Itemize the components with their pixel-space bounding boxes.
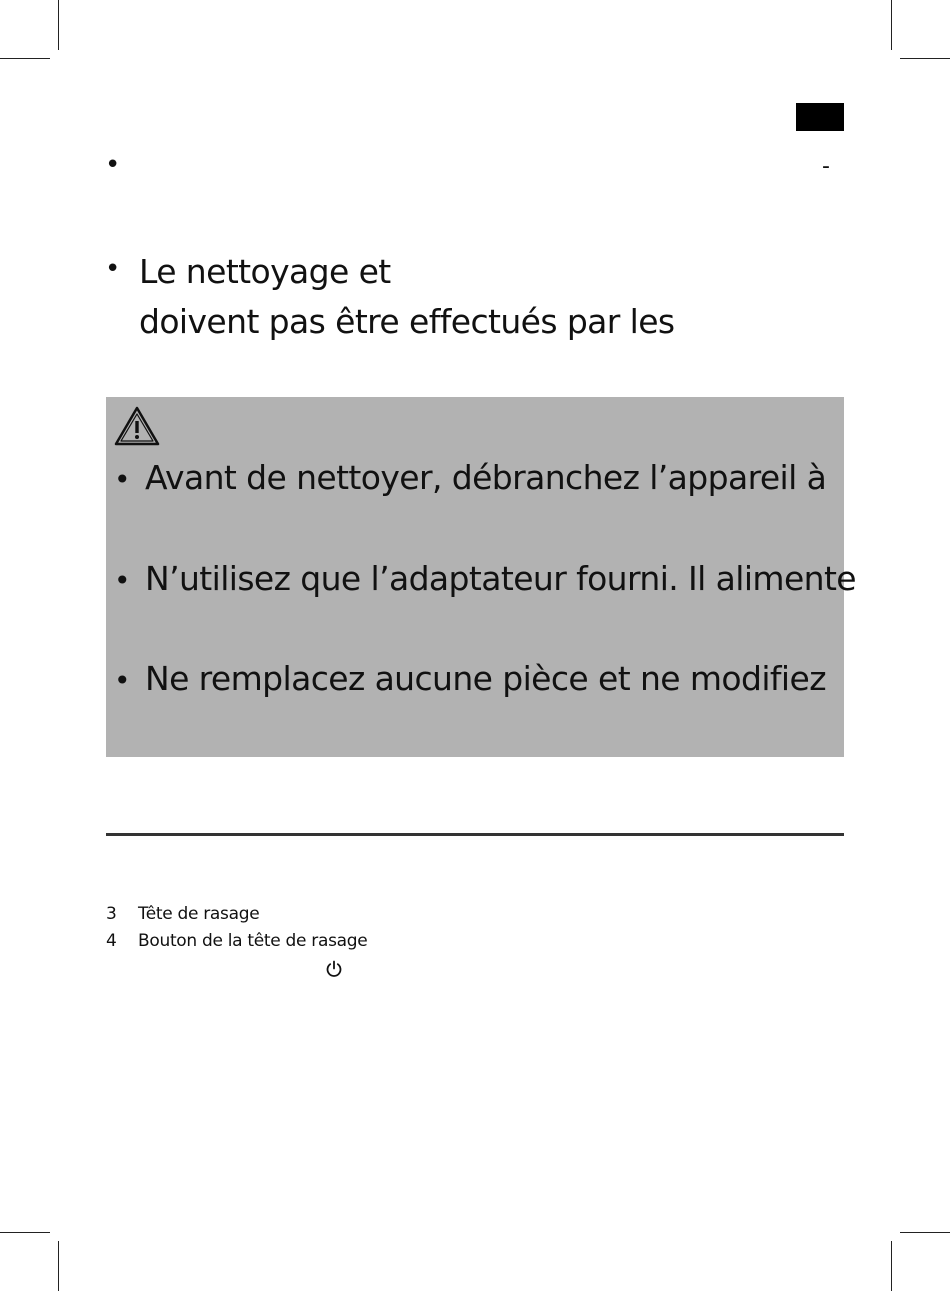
crop-mark (58, 0, 59, 50)
warning-item (114, 559, 856, 601)
cleaning-bullet-text (139, 247, 829, 347)
warning-triangle-icon (114, 405, 160, 447)
warning-box (106, 397, 856, 757)
language-tab (796, 103, 844, 131)
part-label: Tête de rasage (138, 904, 260, 924)
list-item (106, 929, 367, 956)
warning-text: Avant de nettoyer, débranchez l’appareil à (145, 458, 827, 497)
section-divider (106, 833, 844, 836)
bullet-icon: • (114, 463, 130, 496)
crop-mark (0, 1232, 50, 1233)
part-number: 4 (106, 931, 117, 951)
parts-list (106, 902, 367, 956)
bullet-icon: • (105, 150, 121, 180)
bullet-icon: • (114, 564, 130, 597)
crop-mark (891, 0, 892, 50)
warning-text: Ne remplacez aucune pièce et ne modifiez (145, 659, 826, 698)
warning-text: N’utilisez que l’adaptateur fourni. Il alimente (145, 559, 856, 598)
part-label: Bouton de la tête de rasage (138, 931, 368, 951)
warning-item (114, 659, 834, 701)
bullet-icon: • (105, 254, 121, 284)
hyphen-mark: - (822, 154, 830, 179)
text-line: doivent pas être effectués par les (139, 302, 675, 341)
text-line: Le nettoyage et (139, 252, 391, 291)
bullet-icon: • (114, 664, 130, 697)
power-icon (324, 959, 344, 979)
crop-mark (900, 58, 950, 59)
warning-item (114, 458, 834, 500)
crop-mark (58, 1241, 59, 1291)
part-number: 3 (106, 904, 117, 924)
crop-mark (891, 1241, 892, 1291)
list-item (106, 902, 367, 929)
crop-mark (0, 58, 50, 59)
crop-mark (900, 1232, 950, 1233)
